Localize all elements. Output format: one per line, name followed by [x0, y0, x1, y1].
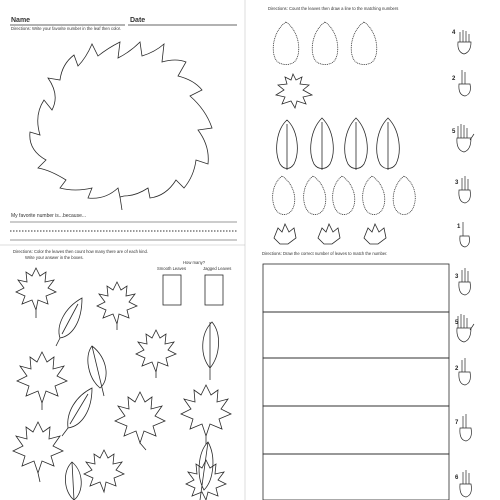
- hand-number-1: 4: [452, 30, 456, 36]
- bottom-left-directions-1: Directions: Color the leaves then count how many there are of each kind.: [13, 249, 149, 254]
- count-leaves-row-small-maple: [274, 224, 386, 244]
- name-label: Name: [11, 17, 31, 24]
- top-left-directions: Directions: Write your favorite number in the leaf then color.: [11, 26, 122, 31]
- answer-box-7[interactable]: [263, 406, 449, 454]
- smooth-count-box: [163, 275, 181, 305]
- how-many-boxes: [163, 275, 223, 305]
- box-number-5: 6: [455, 475, 459, 481]
- answer-box-6[interactable]: [263, 454, 449, 500]
- jagged-leaves-label: Jagged Leaves: [203, 266, 232, 271]
- date-label: Date: [130, 17, 146, 24]
- count-leaves-row-round: [273, 176, 416, 215]
- favorite-number-label: My favorite number is...because...: [11, 213, 87, 219]
- box-number-3: 2: [455, 366, 459, 372]
- answer-box-2[interactable]: [263, 358, 449, 406]
- bottom-left-directions-2: Write your answer in the boxes.: [25, 255, 84, 260]
- hand-number-4: 3: [455, 180, 459, 186]
- jagged-count-box: [205, 275, 223, 305]
- maple-leaf-outline-icon[interactable]: [30, 42, 212, 210]
- coloring-leaves: [13, 268, 231, 500]
- hand-number-2: 2: [452, 76, 456, 82]
- count-leaves-row-oval: [273, 22, 377, 65]
- top-right-directions: Directions: Count the leaves then draw a line to the matching numbers: [268, 6, 399, 11]
- smooth-leaves-label: Smooth Leaves: [157, 266, 187, 271]
- box-number-4: 7: [455, 420, 459, 426]
- bottom-right-directions: Directions: Draw the correct number of leaves to match the number.: [262, 251, 388, 256]
- answer-box-3[interactable]: [263, 264, 449, 312]
- hand-number-5: 1: [457, 224, 461, 230]
- box-number-2: 5: [455, 320, 459, 326]
- count-leaves-row-maple: [276, 74, 312, 108]
- hand-number-3: 5: [452, 129, 456, 135]
- answer-box-5[interactable]: [263, 312, 449, 358]
- hand-icons: [457, 30, 474, 497]
- how-many-label: How many?: [183, 260, 206, 265]
- box-number-1: 3: [455, 274, 459, 280]
- count-leaves-row-veined: [277, 118, 400, 170]
